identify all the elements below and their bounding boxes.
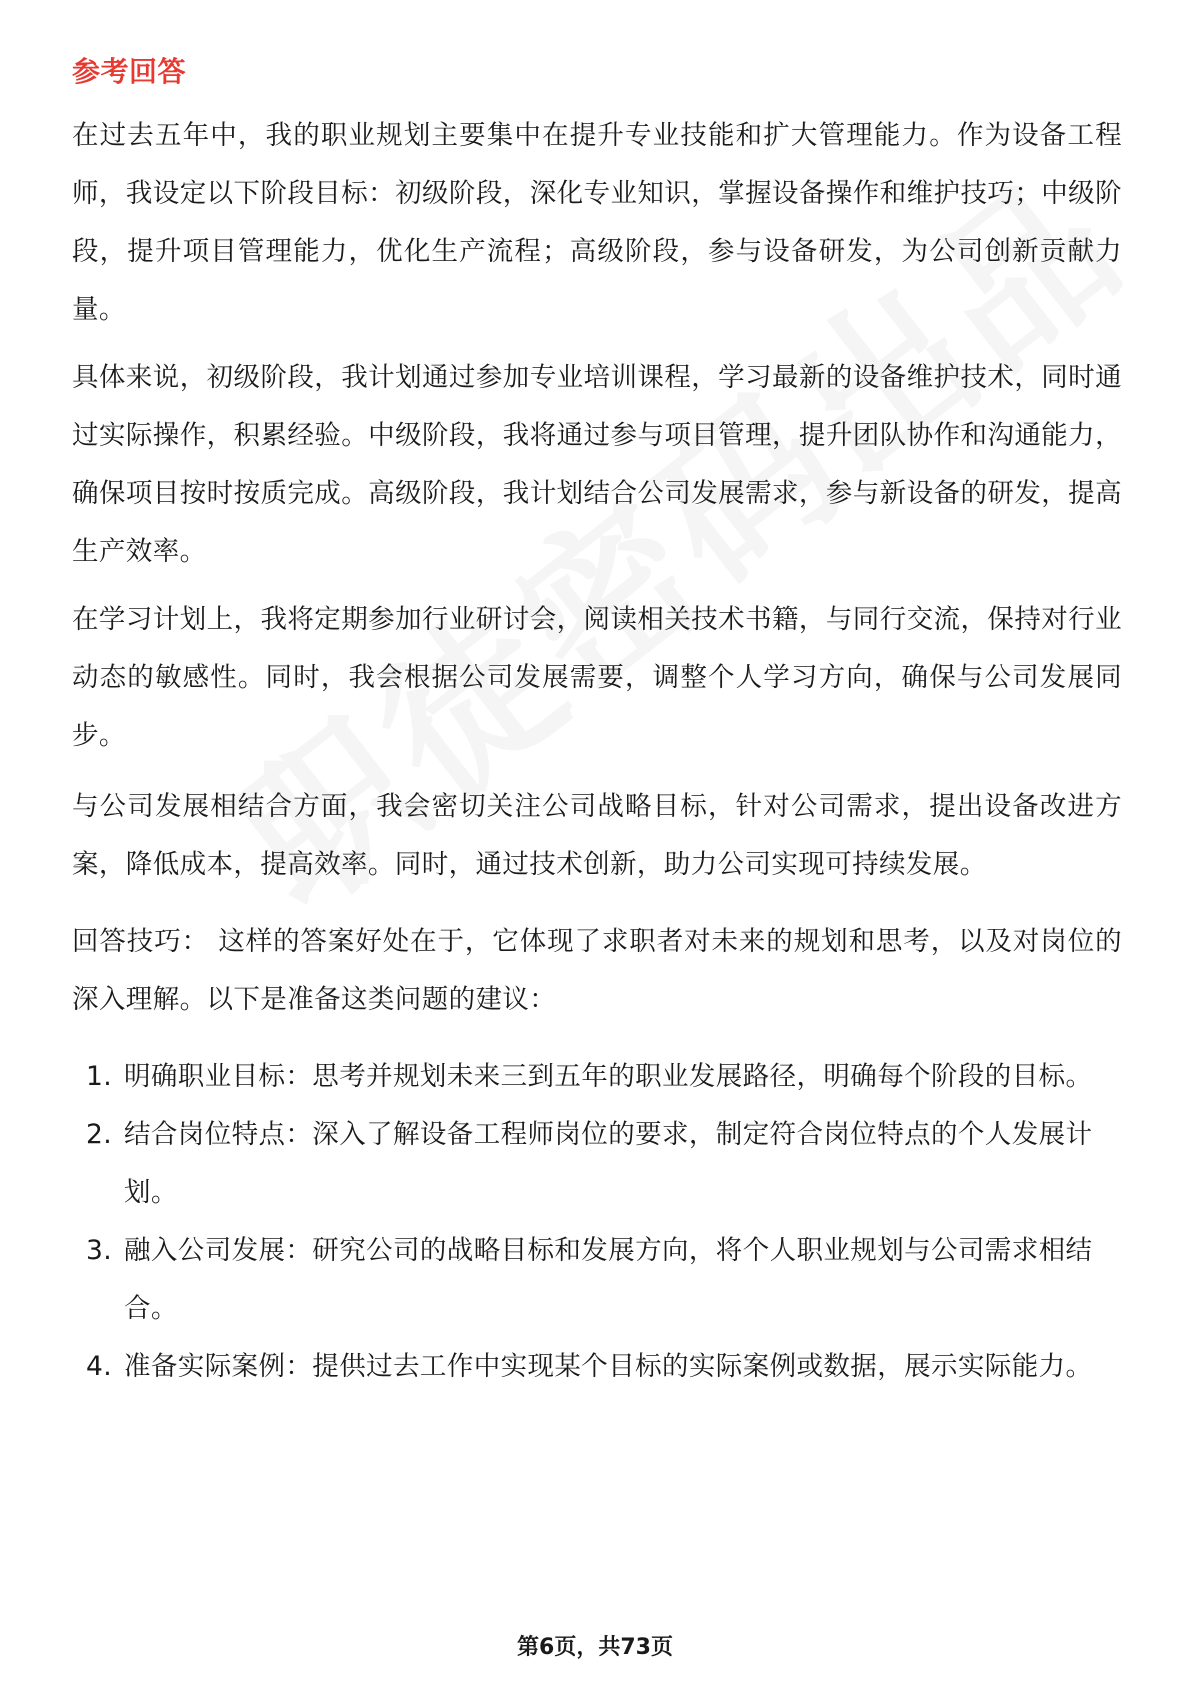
tips-list [72,1048,1122,1396]
list-item [72,1338,1122,1396]
section-heading: 参考回答 [72,55,187,88]
list-number: 1. [86,1061,113,1092]
answer-paragraph-1: 在过去五年中，我的职业规划主要集中在提升专业技能和扩大管理能力。作为设备工程师，我设定以下阶段目标：初级阶段，深化专业知识，掌握设备操作和维护技巧；中级阶段，提升项目管理能力，优化生产流程；高级阶段，参与设备研发，为公司创新贡献力量。 [72,120,1122,325]
list-number: 2. [86,1119,113,1150]
list-item [72,1106,1122,1222]
list-item [72,1222,1122,1338]
list-item-text: 明确职业目标：思考并规划未来三到五年的职业发展路径，明确每个阶段的目标。 [124,1061,1093,1092]
list-item-text: 融入公司发展：研究公司的战略目标和发展方向，将个人职业规划与公司需求相结合。 [124,1235,1093,1324]
page-number: 第6页，共73页 [517,1635,673,1660]
answer-paragraph-4: 与公司发展相结合方面，我会密切关注公司战略目标，针对公司需求，提出设备改进方案，降低成本，提高效率。同时，通过技术创新，助力公司实现可持续发展。 [72,791,1122,880]
answer-paragraph-3: 在学习计划上，我将定期参加行业研讨会，阅读相关技术书籍，与同行交流，保持对行业动态的敏感性。同时，我会根据公司发展需要，调整个人学习方向，确保与公司发展同步。 [72,604,1122,751]
list-number: 4. [86,1351,113,1382]
answer-paragraph-2: 具体来说，初级阶段，我计划通过参加专业培训课程，学习最新的设备维护技术，同时通过实际操作，积累经验。中级阶段，我将通过参与项目管理，提升团队协作和沟通能力，确保项目按时按质完成。高级阶段，我计划结合公司发展需求，参与新设备的研发，提高生产效率。 [72,362,1122,567]
tips-intro: 回答技巧： 这样的答案好处在于，它体现了求职者对未来的规划和思考，以及对岗位的深入理解。以下是准备这类问题的建议： [72,926,1122,1015]
list-item [72,1048,1122,1106]
list-number: 3. [86,1235,113,1266]
list-item-text: 结合岗位特点：深入了解设备工程师岗位的要求，制定符合岗位特点的个人发展计划。 [124,1119,1093,1208]
list-item-text: 准备实际案例：提供过去工作中实现某个目标的实际案例或数据，展示实际能力。 [124,1351,1093,1382]
